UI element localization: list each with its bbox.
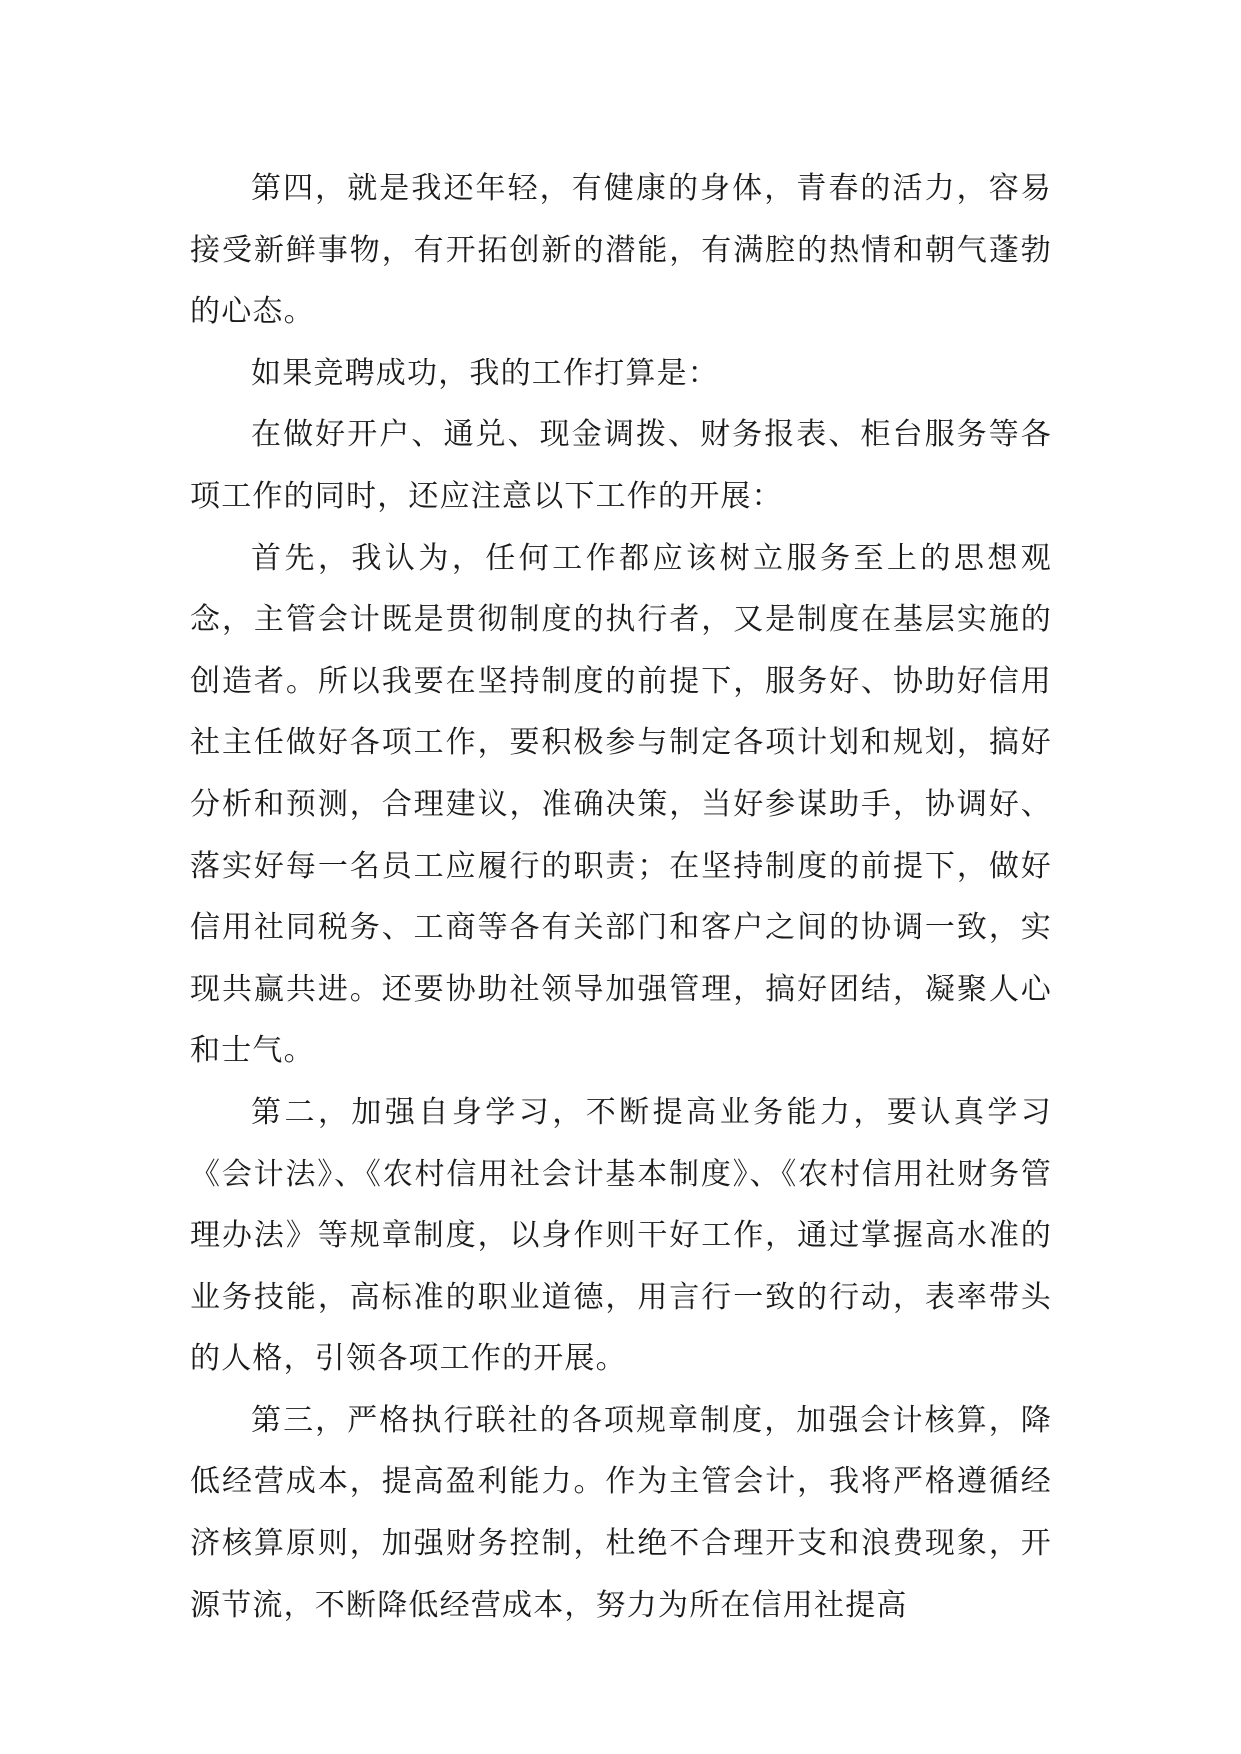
paragraph-fourth-youth: 第四，就是我还年轻，有健康的身体，青春的活力，容易接受新鲜事物，有开拓创新的潜能，有满腔的热情和朝气蓬勃的心态。: [190, 171, 1052, 330]
paragraph-first-service: 首先，我认为，任何工作都应该树立服务至上的思想观念，主管会计既是贯彻制度的执行者，又是制度在基层实施的创造者。所以我要在坚持制度的前提下，服务好、协助好信用社主任做好各项工作，要积极参与制定各项计划和规划，搞好分析和预测，合理建议，准确决策，当好参谋助手，协调好、落实好每一名员工应履行的职责；在坚持制度的前提下，做好信用社同税务、工商等各有关部门和客户之间的协调一致，实现共赢共进。还要协助社领导加强管理，搞好团结，凝聚人心和士气。: [190, 540, 1052, 1069]
paragraph-basic-duties: 在做好开户、通兑、现金调拨、财务报表、柜台服务等各项工作的同时，还应注意以下工作的开展：: [190, 417, 1052, 514]
paragraph-work-plan-intro: 如果竞聘成功，我的工作打算是：: [251, 355, 719, 391]
document-body: [190, 158, 1052, 1636]
paragraph-third-rules: 第三，严格执行联社的各项规章制度，加强会计核算，降低经营成本，提高盈利能力。作为主管会计，我将严格遵循经济核算原则，加强财务控制，杜绝不合理开支和浪费现象，开源节流，不断降低经营成本，努力为所在信用社提高: [190, 1402, 1052, 1623]
paragraph-second-study: 第二，加强自身学习，不断提高业务能力，要认真学习《会计法》、《农村信用社会计基本制度》、《农村信用社财务管理办法》等规章制度，以身作则干好工作，通过掌握高水准的业务技能，高标准的职业道德，用言行一致的行动，表率带头的人格，引领各项工作的开展。: [190, 1094, 1052, 1377]
